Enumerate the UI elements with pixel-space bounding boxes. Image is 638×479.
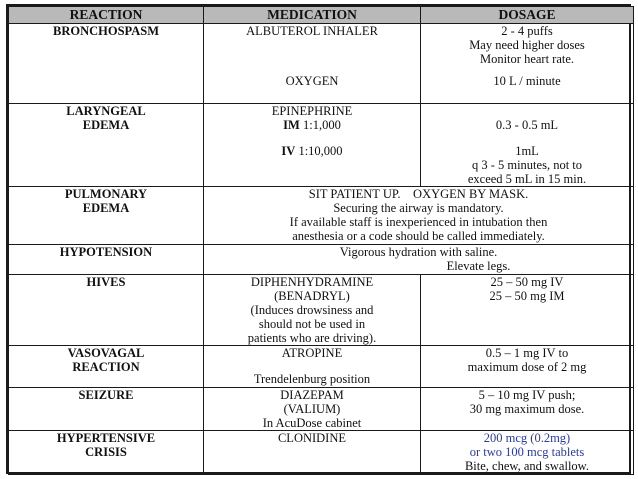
reaction-label: LARYNGEAL [66,104,146,118]
dosage-line: May need higher doses [469,38,585,52]
table-row-hives [9,275,634,346]
medication-line: patients who are driving). [247,331,377,345]
dosage-line: Bite, chew, and swallow. [464,459,590,473]
dosage-line: Monitor heart rate. [479,52,575,66]
dosage-oxygen: 10 L / minute [493,74,561,88]
reaction-table-frame [6,4,631,474]
medication-albuterol: ALBUTEROL INHALER [246,24,378,38]
dosage-iv: 1mL [515,144,539,158]
table-header-row [9,7,634,24]
medication-epinephrine: EPINEPHRINE [271,104,353,118]
dosage-line: exceed 5 mL in 15 min. [467,172,587,186]
ratio-im: 1:1,000 [302,118,341,132]
dosage-vasovagal [421,346,634,388]
dosage-hives [421,275,634,346]
medication-line: (VALIUM) [283,402,341,416]
header-dosage: DOSAGE [421,7,634,24]
table-row-pulmonary-edema [9,187,634,245]
medication-oxygen: OXYGEN [285,74,339,88]
reaction-label: HYPERTENSIVE [56,431,156,445]
reaction-hives [9,275,204,346]
dosage-seizure [421,388,634,431]
dosage-line: 200 mcg (0.2mg) [483,431,571,445]
medication-vasovagal [204,346,421,388]
dosage-line: q 3 - 5 minutes, not to [471,158,583,172]
reaction-hypotension [9,245,204,275]
reaction-medication-table [8,6,634,475]
reaction-label: SEIZURE [78,388,134,402]
table-row-hypotension [9,245,634,275]
table-row-bronchospasm [9,24,634,104]
instruction-line: Vigorous hydration with saline. [339,245,498,259]
medication-line: (Induces drowsiness and [250,303,374,317]
medication-line: DIPHENHYDRAMINE [250,275,374,289]
reaction-label: EDEMA [82,201,130,215]
dosage-line: 30 mg maximum dose. [469,402,585,416]
medication-clonidine: CLONIDINE [277,431,347,445]
medication-line: should not be used in [258,317,366,331]
dosage-line: 0.5 – 1 mg IV to [485,346,569,360]
medication-im [207,118,417,132]
medication-hives [204,275,421,346]
medication-trendelenburg: Trendelenburg position [253,372,371,386]
dosage-hypertensive-crisis [421,431,634,475]
medication-line: (BENADRYL) [274,289,350,303]
header-reaction: REACTION [9,7,204,24]
dosage-line: or two 100 mcg tablets [469,445,585,459]
table-row-vasovagal-reaction [9,346,634,388]
reaction-seizure [9,388,204,431]
reaction-label: VASOVAGAL [67,346,145,360]
instruction-line: If available staff is inexperienced in intubation then [289,215,548,229]
dosage-line: 5 – 10 mg IV push; [478,388,576,402]
dosage-line: 25 – 50 mg IV [490,275,564,289]
dosage-laryngeal-edema [421,104,634,187]
medication-iv [207,144,417,158]
instruction-line: Elevate legs. [446,259,511,273]
ratio-iv: 1:10,000 [298,144,343,158]
medication-laryngeal-edema [204,104,421,187]
instructions-pulmonary-edema [204,187,634,245]
dosage-im: 0.3 - 0.5 mL [495,118,559,132]
medication-hypertensive-crisis [204,431,421,475]
medication-seizure [204,388,421,431]
route-im: IM [283,118,300,132]
reaction-laryngeal-edema [9,104,204,187]
reaction-label: HIVES [86,275,126,289]
reaction-hypertensive-crisis [9,431,204,475]
reaction-label: EDEMA [82,118,130,132]
instruction-line: SIT PATIENT UP. OXYGEN BY MASK. [308,187,529,201]
dosage-line: maximum dose of 2 mg [467,360,587,374]
medication-line: In AcuDose cabinet [262,416,362,430]
reaction-label: PULMONARY [64,187,148,201]
reaction-bronchospasm [9,24,204,104]
instruction-line: Securing the airway is mandatory. [333,201,504,215]
route-iv: IV [281,144,296,158]
instruction-line: anesthesia or a code should be called immediately. [292,229,545,243]
table-row-laryngeal-edema [9,104,634,187]
reaction-pulmonary-edema [9,187,204,245]
medication-bronchospasm [204,24,421,104]
table-row-hypertensive-crisis [9,431,634,475]
reaction-label: REACTION [72,360,140,374]
reaction-label: HYPOTENSION [59,245,153,259]
table-row-seizure [9,388,634,431]
dosage-bronchospasm [421,24,634,104]
dosage-line: 2 - 4 puffs [501,24,553,38]
medication-line: DIAZEPAM [280,388,344,402]
reaction-vasovagal [9,346,204,388]
medication-atropine: ATROPINE [281,346,343,360]
dosage-line: 25 – 50 mg IM [489,289,565,303]
reaction-label: CRISIS [85,445,127,459]
header-medication: MEDICATION [204,7,421,24]
instructions-hypotension [204,245,634,275]
reaction-label: BRONCHOSPASM [52,24,160,38]
